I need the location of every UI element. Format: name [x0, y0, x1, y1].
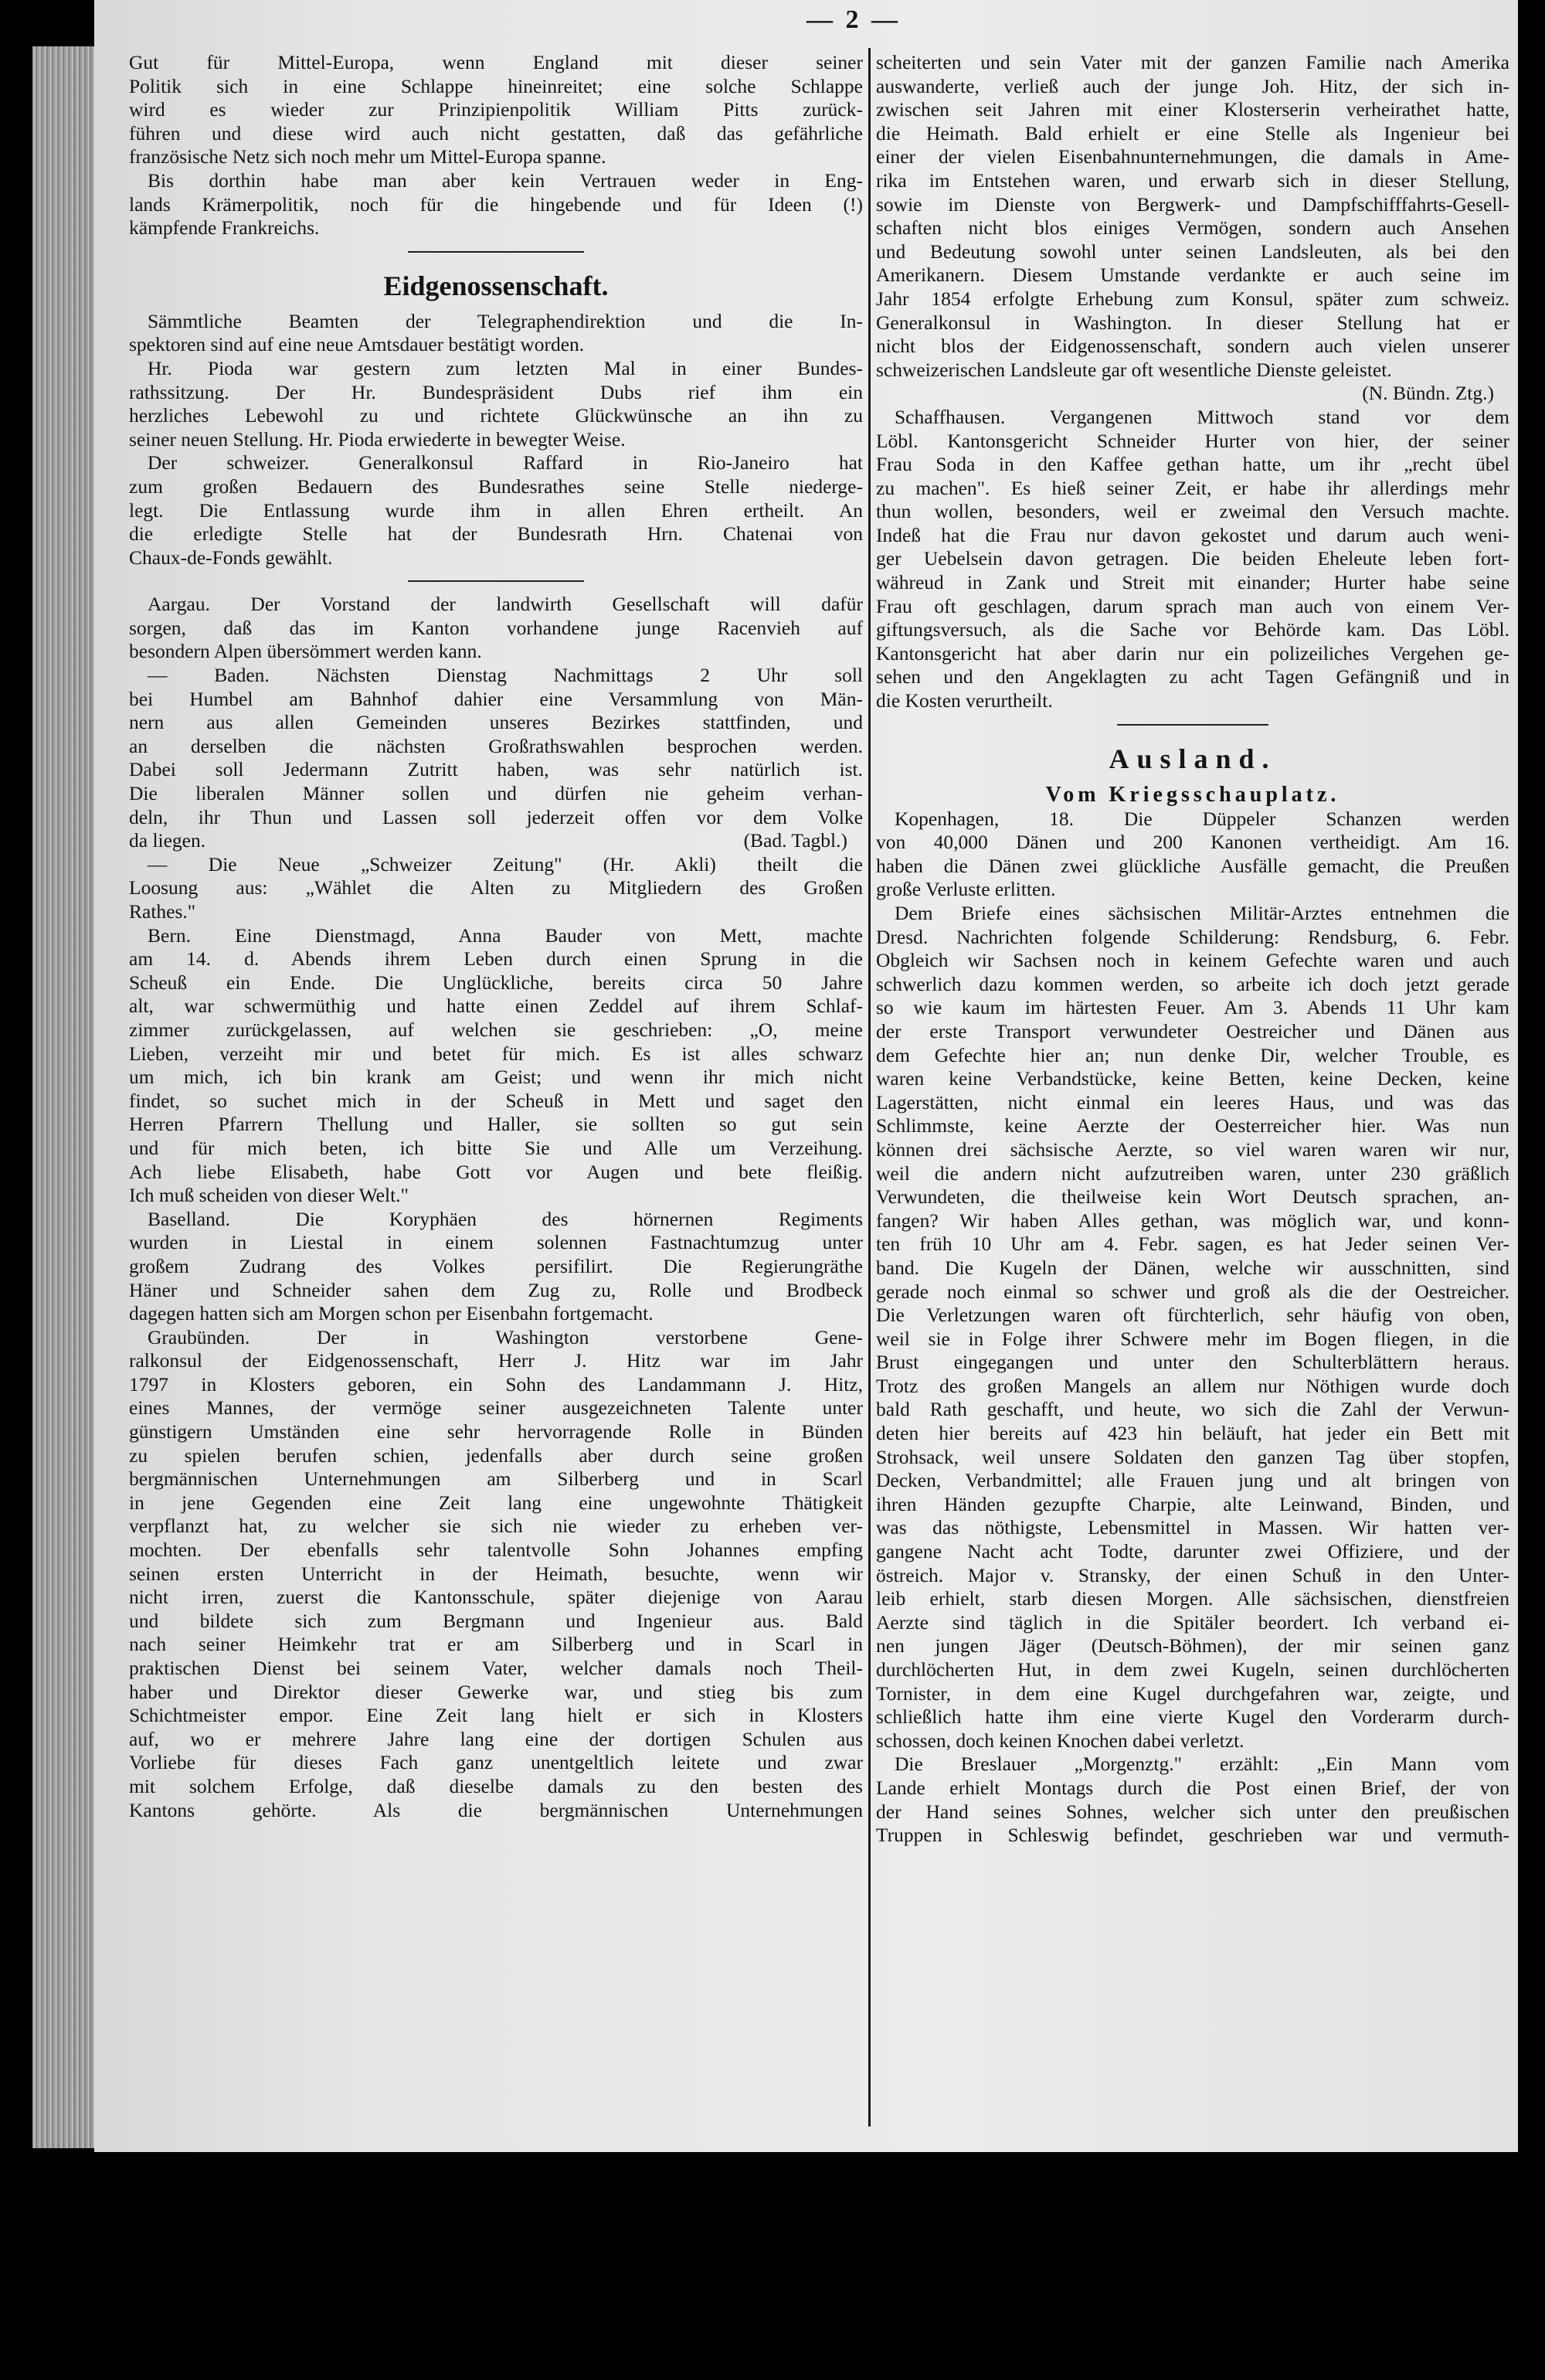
text-line: günstigern Umständen eine sehr hervorragende Rolle in Bünden: [129, 1420, 863, 1443]
text-line: so wie kaum im härtesten Feuer. Am 3. Abends 11 Uhr kam: [876, 996, 1509, 1019]
text-line: gangene Nacht acht Todte, darunter zwei Offiziere, und der: [876, 1540, 1509, 1563]
text-line: schließlich hatte ihm eine vierte Kugel den Vorderarm durch-: [876, 1705, 1509, 1729]
text-line: Frau Soda in den Kaffee gethan hatte, um ihr „recht übel: [876, 453, 1509, 476]
text-line: Scheuß ein Ende. Die Unglückliche, bereits circa 50 Jahre: [129, 971, 863, 994]
page-edge-stack: [32, 46, 96, 2148]
text-line: herzliches Lebewohl zu und richtete Glückwünsche an ihn zu: [129, 404, 863, 427]
text-line: Obgleich wir Sachsen noch in keinem Gefechte waren und auch: [876, 949, 1509, 972]
text-line: einer der vielen Eisenbahnunternehmungen, die damals in Ame-: [876, 145, 1509, 168]
article-paragraph: [876, 51, 1509, 406]
text-line: kämpfende Frankreichs.: [129, 216, 320, 240]
text-line: Gut für Mittel-Europa, wenn England mit dieser seiner: [129, 51, 863, 73]
text-line: eines Mannes, der vermöge seiner ausgezeichneten Talente unter: [129, 1396, 863, 1420]
text-line: Ich muß scheiden von dieser Welt.": [129, 1184, 409, 1207]
text-line: Aargau. Der Vorstand der landwirth Gesellschaft will dafür: [148, 593, 863, 616]
text-line: dem Gefechte hier an; nun denke Dir, welcher Trouble, es: [876, 1043, 1509, 1066]
text-line: gerade noch einmal so schwer und groß als die der Oestreicher.: [876, 1280, 1509, 1303]
article-paragraph: [129, 51, 863, 169]
text-line: haber und Direktor dieser Gewerke war, und stieg bis zum: [129, 1680, 863, 1703]
text-line: östreich. Major v. Stransky, der einen Schuß in den Unter-: [876, 1563, 1509, 1586]
text-line: sehen und den Angeklagten zu acht Tagen Gefängniß und in: [876, 665, 1509, 688]
text-line: Kantons gehörte. Als die bergmännischen Unternehmungen: [129, 1798, 863, 1821]
article-paragraph: [129, 853, 863, 924]
text-line: thun wollen, besonders, weil er zweimal den Versuch machte.: [876, 500, 1509, 523]
text-line: große Verluste erlitten.: [876, 878, 1056, 901]
text-line: nern aus allen Gemeinden unseres Bezirkes stattfinden, und: [129, 711, 863, 734]
text-line: dagegen hatten sich am Morgen schon per Eisenbahn fortgemacht.: [129, 1302, 654, 1325]
article-paragraph: [129, 1208, 863, 1326]
text-line: Strohsack, weil unsere Soldaten den ganzen Tag über stopfen,: [876, 1445, 1509, 1468]
text-line: die Kosten verurtheilt.: [876, 689, 1053, 712]
text-line: Tornister, in dem eine Kugel durchgefahren war, zeigte, und: [876, 1681, 1509, 1705]
text-line: großem Zudrang des Volkes persifilirt. Die Regierungräthe: [129, 1254, 863, 1277]
text-line: seinen ersten Unterricht in der Heimath, besuchte, wenn wir: [129, 1562, 863, 1585]
text-line: sowie im Dienste von Bergwerk- und Dampfschifffahrts-Gesell-: [876, 192, 1509, 216]
text-line: Ach liebe Elisabeth, habe Gott vor Augen und bete fleißig.: [129, 1160, 863, 1183]
text-line-row: [129, 829, 863, 853]
article-paragraph: [129, 1326, 863, 1822]
text-line: leib erhielt, starb diesen Morgen. Alle sächsischen, dienstfreien: [876, 1587, 1509, 1610]
text-line: Die Verletzungen waren oft fürchterlich, sehr häufig von oben,: [876, 1304, 1509, 1327]
article-paragraph: [876, 1753, 1509, 1847]
text-line: Brust eingegangen und unter den Schulterblättern heraus.: [876, 1351, 1509, 1374]
text-line: giftungsversuch, als die Sache vor Behörde kam. Das Löbl.: [876, 618, 1509, 641]
text-line: rika im Entstehen waren, und erwarb sich in dieser Stellung,: [876, 168, 1509, 192]
text-line: weil sie in Folge ihrer Schwere mehr im Bogen fliegen, in die: [876, 1327, 1509, 1350]
text-line: können drei sächsische Aerzte, so viel waren waren wir nur,: [876, 1137, 1509, 1161]
text-line: findet, so suchet mich in der Scheuß in Mett und saget den: [129, 1089, 863, 1112]
text-line: nicht blos der Eidgenossenschaft, sondern auch vielen unserer: [876, 335, 1509, 358]
text-line: sorgen, daß das im Kanton vorhandene junge Racenvieh auf: [129, 616, 863, 639]
section-heading: Eidgenossenschaft.: [383, 270, 609, 301]
text-line: nach seiner Heimkehr trat er am Silberberg und in Scarl in: [129, 1633, 863, 1656]
right-column: [876, 51, 1509, 1848]
text-line: Schaffhausen. Vergangenen Mittwoch stand vor dem: [895, 405, 1509, 428]
text-line: von 40,000 Dänen und 200 Kanonen vertheidigt. Am 16.: [876, 831, 1509, 854]
section-rule: [129, 240, 863, 264]
source-attribution: (N. Bündn. Ztg.): [1362, 382, 1494, 405]
text-line: zimmer zurückgelassen, auf welchen sie geschrieben: „O, meine: [129, 1018, 863, 1041]
text-line: verpflanzt hat, zu welcher sie sich nie wieder zu erheben ver-: [129, 1515, 863, 1538]
text-line: Bern. Eine Dienstmagd, Anna Bauder von Mett, machte: [148, 923, 863, 947]
text-line: mochten. Der ebenfalls sehr talentvolle Sohn Johannes empfing: [129, 1538, 863, 1562]
text-line: schweizerischen Landsleute gar oft wesentliche Dienste geleistet.: [876, 358, 1392, 381]
text-line: Kantonsgericht hat aber darin nur ein polizeiliches Vergehen ge-: [876, 641, 1509, 665]
text-line: Die Breslauer „Morgenztg." erzählt: „Ein Mann vom: [895, 1753, 1509, 1776]
text-line: bei Humbel am Bahnhof dahier eine Versammlung von Män-: [129, 687, 863, 710]
text-line: zum großen Bedauern des Bundesrathes seine Stelle niederge-: [129, 474, 863, 498]
text-line: band. Die Kugeln der Dänen, welche wir ausschnitten, sind: [876, 1256, 1509, 1279]
text-line: mit solchem Erfolge, daß dieselbe damals zu den besten des: [129, 1774, 863, 1797]
text-line: um mich, ich bin krank am Geist; und wenn ihr mich nicht: [129, 1066, 863, 1089]
text-line: da liegen.: [129, 829, 206, 852]
text-line: Bis dorthin habe man aber kein Vertrauen weder in Eng-: [148, 168, 863, 192]
left-column: [129, 51, 863, 1822]
text-line: Der schweizer. Generalkonsul Raffard in Rio-Janeiro hat: [148, 451, 863, 474]
text-line: deten hier bereits auf 423 hin beläuft, hat jeder ein Bett mit: [876, 1422, 1509, 1445]
text-line: Loosung aus: „Wählet die Alten zu Mitgliedern des Großen: [129, 876, 863, 899]
text-line: Chaux-de-Fonds gewählt.: [129, 546, 333, 569]
text-line: zu machen". Es hieß seiner Zeit, er habe ihr allerdings mehr: [876, 476, 1509, 499]
text-line: was das nöthigste, Lebensmittel in Massen. Wir hatten ver-: [876, 1516, 1509, 1539]
text-line: rathssitzung. Der Hr. Bundespräsident Dubs rief ihm ein: [129, 380, 863, 403]
text-line: 1797 in Klosters geboren, ein Sohn des Landammann J. Hitz,: [129, 1372, 863, 1396]
text-line: Jahr 1854 erfolgte Erhebung zum Konsul, später zum schweiz.: [876, 287, 1509, 310]
text-line: und für mich beten, ich bitte Sie und Alle um Verzeihung.: [129, 1136, 863, 1159]
section-rule: [876, 713, 1509, 736]
text-line: der Hand seines Sohnes, welcher sich unter den preußischen: [876, 1800, 1509, 1823]
text-line: die erledigte Stelle hat der Bundesrath Hrn. Chatenai von: [129, 522, 863, 546]
text-line: wird es wieder zur Prinzipienpolitik William Pitts zurück-: [129, 98, 863, 121]
text-line: Löbl. Kantonsgericht Schneider Hurter von hier, der seiner: [876, 429, 1509, 452]
text-line: Lande erhielt Montags durch die Post einen Brief, der von: [876, 1776, 1509, 1799]
text-line: Frau oft geschlagen, darum sprach man auch von einem Ver-: [876, 594, 1509, 617]
text-line: auswanderte, verließ auch der junge Joh. Hitz, der sich in-: [876, 74, 1509, 97]
column-divider: [868, 48, 871, 2127]
text-line: währeud in Zank und Streit mit einander; Hurter habe seine: [876, 571, 1509, 594]
text-line: und bildete sich zum Bergmann und Ingenieur aus. Bald: [129, 1609, 863, 1632]
article-paragraph: [876, 406, 1509, 713]
text-line: Truppen in Schleswig befindet, geschrieben war und vermuth-: [876, 1824, 1509, 1847]
text-line: und Bedeutung sowohl unter seinen Landsleuten, als bei den: [876, 240, 1509, 263]
text-line: Amerikanern. Diesem Umstande verdankte er auch seine im: [876, 264, 1509, 287]
article-paragraph: [129, 593, 863, 664]
text-line: am 14. d. Abends ihrem Leben durch einen Sprung in die: [129, 947, 863, 971]
text-line: Lagerstätten, nicht einmal ein leeres Haus, und was das: [876, 1090, 1509, 1114]
text-line: zwischen seit Jahren mit einer Klosterserin verheirathet hatte,: [876, 98, 1509, 121]
text-line: Indeß hat die Frau nur davon gekostet und darum auch weni-: [876, 523, 1509, 546]
text-line: Lieben, verzeiht mir und betet für mich. Es ist alles schwarz: [129, 1042, 863, 1065]
text-line: Vorliebe für dieses Fach ganz unentgeltlich leitete und zwar: [129, 1751, 863, 1774]
text-line: Sämmtliche Beamten der Telegraphendirektion und die In-: [148, 309, 863, 332]
text-line: der erste Transport verwundeter Oestreicher und Dänen aus: [876, 1019, 1509, 1042]
text-line: zu spielen berufen schien, jedenfalls aber durch seine großen: [129, 1443, 863, 1467]
text-line: ralkonsul der Eidgenossenschaft, Herr J. Hitz war im Jahr: [129, 1349, 863, 1372]
article-paragraph: [129, 924, 863, 1208]
text-line: deln, ihr Thun und Lassen soll jederzeit offen vor dem Volke: [129, 805, 863, 828]
text-line: Dabei soll Jedermann Zutritt haben, was sehr natürlich ist.: [129, 758, 863, 781]
text-line: praktischen Dienst bei seinem Vater, welcher damals noch Theil-: [129, 1657, 863, 1679]
text-line: — Baden. Nächsten Dienstag Nachmittags 2 Uhr soll: [148, 664, 863, 687]
text-line: lands Krämerpolitik, noch für die hingebende und für Ideen (!): [129, 192, 863, 216]
text-line: Aerzte sind täglich in die Spitäler beordert. Ich verband ei-: [876, 1610, 1509, 1634]
text-line: durchlöcherten Hut, in dem zwei Kugeln, seinen durchlöcherten: [876, 1658, 1509, 1681]
text-line: in jene Gegenden eine Zeit lang eine ungewohnte Thätigkeit: [129, 1491, 863, 1514]
text-line: führen und diese wird auch nicht gestatten, daß das gefährliche: [129, 121, 863, 144]
text-line: Dem Briefe eines sächsischen Militär-Arztes entnehmen die: [895, 902, 1509, 924]
text-line: ten früh 10 Uhr am 4. Febr. sagen, es hat Jeder seinen Ver-: [876, 1232, 1509, 1256]
text-line: bergmännischen Unternehmungen am Silberberg und in Scarl: [129, 1467, 863, 1491]
article-paragraph: [129, 451, 863, 570]
text-line: Schichtmeister empor. Eine Zeit lang hielt er sich in Klosters: [129, 1704, 863, 1727]
text-line: schwerlich dazu kommen werden, so arbeite ich doch jetzt gerade: [876, 972, 1509, 995]
article-paragraph: [129, 357, 863, 451]
page-number: — 2 —: [806, 5, 901, 34]
article-paragraph: [129, 169, 863, 240]
text-line: Verwundeten, die theilweise kein Wort Deutsch sprachen, an-: [876, 1185, 1509, 1209]
text-line: an derselben die nächsten Großrathswahlen besprochen werden.: [129, 734, 863, 757]
article-paragraph: [129, 664, 863, 853]
section-heading: Ausland.: [1109, 743, 1277, 774]
text-line: auf, wo er mehrere Jahre lang eine der dortigen Schulen aus: [129, 1727, 863, 1750]
article-paragraph: [129, 310, 863, 357]
text-line: Kopenhagen, 18. Die Düppeler Schanzen werden: [895, 807, 1509, 830]
text-line: wurden in Liestal in einem solennen Fastnachtumzug unter: [129, 1231, 863, 1254]
text-line: fangen? Wir haben Alles gethan, was möglich war, und konn-: [876, 1209, 1509, 1232]
text-line: nen jungen Jäger (Deutsch-Böhmen), der mir seinen ganz: [876, 1634, 1509, 1658]
text-line: Hr. Pioda war gestern zum letzten Mal in einer Bundes-: [148, 356, 863, 379]
text-line: weil die andern nicht aufzutreiben waren, unter 230 gräßlich: [876, 1161, 1509, 1185]
text-line: ihren Händen gezupfte Charpie, alte Leinwand, Binden, und: [876, 1492, 1509, 1515]
text-line: haben die Dänen zwei glückliche Ausfälle gemacht, die Preußen: [876, 854, 1509, 877]
text-line: Die liberalen Männer sollen und dürfen nie geheim verhan-: [129, 782, 863, 805]
text-line: Politik sich in eine Schlappe hineinreitet; eine solche Schlappe: [129, 74, 863, 97]
text-line: — Die Neue „Schweizer Zeitung" (Hr. Akli) theilt die: [148, 852, 863, 876]
text-line: französische Netz sich noch mehr um Mittel-Europa spanne.: [129, 145, 606, 168]
article-paragraph: [876, 808, 1509, 902]
article-paragraph: [876, 902, 1509, 1753]
text-line: alt, war schwermüthig und hatte einen Zeddel auf ihrem Schlaf-: [129, 994, 863, 1018]
section-subheading: Vom Kriegsschauplatz.: [1045, 782, 1340, 807]
text-line: scheiterten und sein Vater mit der ganzen Familie nach Amerika: [876, 51, 1509, 73]
source-attribution: (Bad. Tagbl.): [743, 829, 847, 852]
text-line: bald Rath geschafft, und heute, wo sich die Zahl der Verwun-: [876, 1398, 1509, 1421]
text-line: besondern Alpen übersömmert werden kann.: [129, 640, 482, 663]
text-line: Generalkonsul in Washington. In dieser Stellung hat er: [876, 311, 1509, 334]
text-line: Decken, Verbandmittel; alle Frauen jung und alt bringen von: [876, 1469, 1509, 1492]
text-line: Rathes.": [129, 900, 196, 923]
text-line: Herren Pfarrern Thellung und Haller, sie sollten so gut sein: [129, 1113, 863, 1136]
text-line: spektoren sind auf eine neue Amtsdauer bestätigt worden.: [129, 333, 585, 356]
text-line: schossen, doch keinen Knochen dabei verletzt.: [876, 1729, 1244, 1752]
text-line: schaften nicht blos einiges Vermögen, sondern auch Ansehen: [876, 216, 1509, 240]
text-line: legt. Die Entlassung wurde ihm in allen Ehren ertheilt. An: [129, 498, 863, 522]
text-line: die Heimath. Bald erhielt er eine Stelle als Ingenieur bei: [876, 121, 1509, 144]
text-line: Trotz des großen Mangels an allem nur Nöthigen wurde doch: [876, 1374, 1509, 1397]
text-line: Schlimmste, keine Aerzte der Oesterreicher hier. Was nun: [876, 1114, 1509, 1137]
text-line: Dresd. Nachrichten folgende Schilderung: Rendsburg, 6. Febr.: [876, 925, 1509, 948]
text-line: seiner neuen Stellung. Hr. Pioda erwiederte in bewegter Weise.: [129, 427, 626, 450]
text-line: waren keine Verbandstücke, keine Betten, keine Decken, keine: [876, 1067, 1509, 1090]
text-line: ger Uebelsein davon getragen. Die beiden Eheleute leben fort-: [876, 547, 1509, 570]
text-line: Baselland. Die Koryphäen des hörnernen Regiments: [148, 1207, 863, 1230]
text-line: Häner und Schneider sahen dem Zug zu, Rolle und Brodbeck: [129, 1278, 863, 1301]
text-line: Graubünden. Der in Washington verstorbene Gene-: [148, 1325, 863, 1348]
section-rule: [129, 570, 863, 593]
text-line: nicht irren, zuerst die Kantonsschule, später diejenige von Aarau: [129, 1586, 863, 1609]
